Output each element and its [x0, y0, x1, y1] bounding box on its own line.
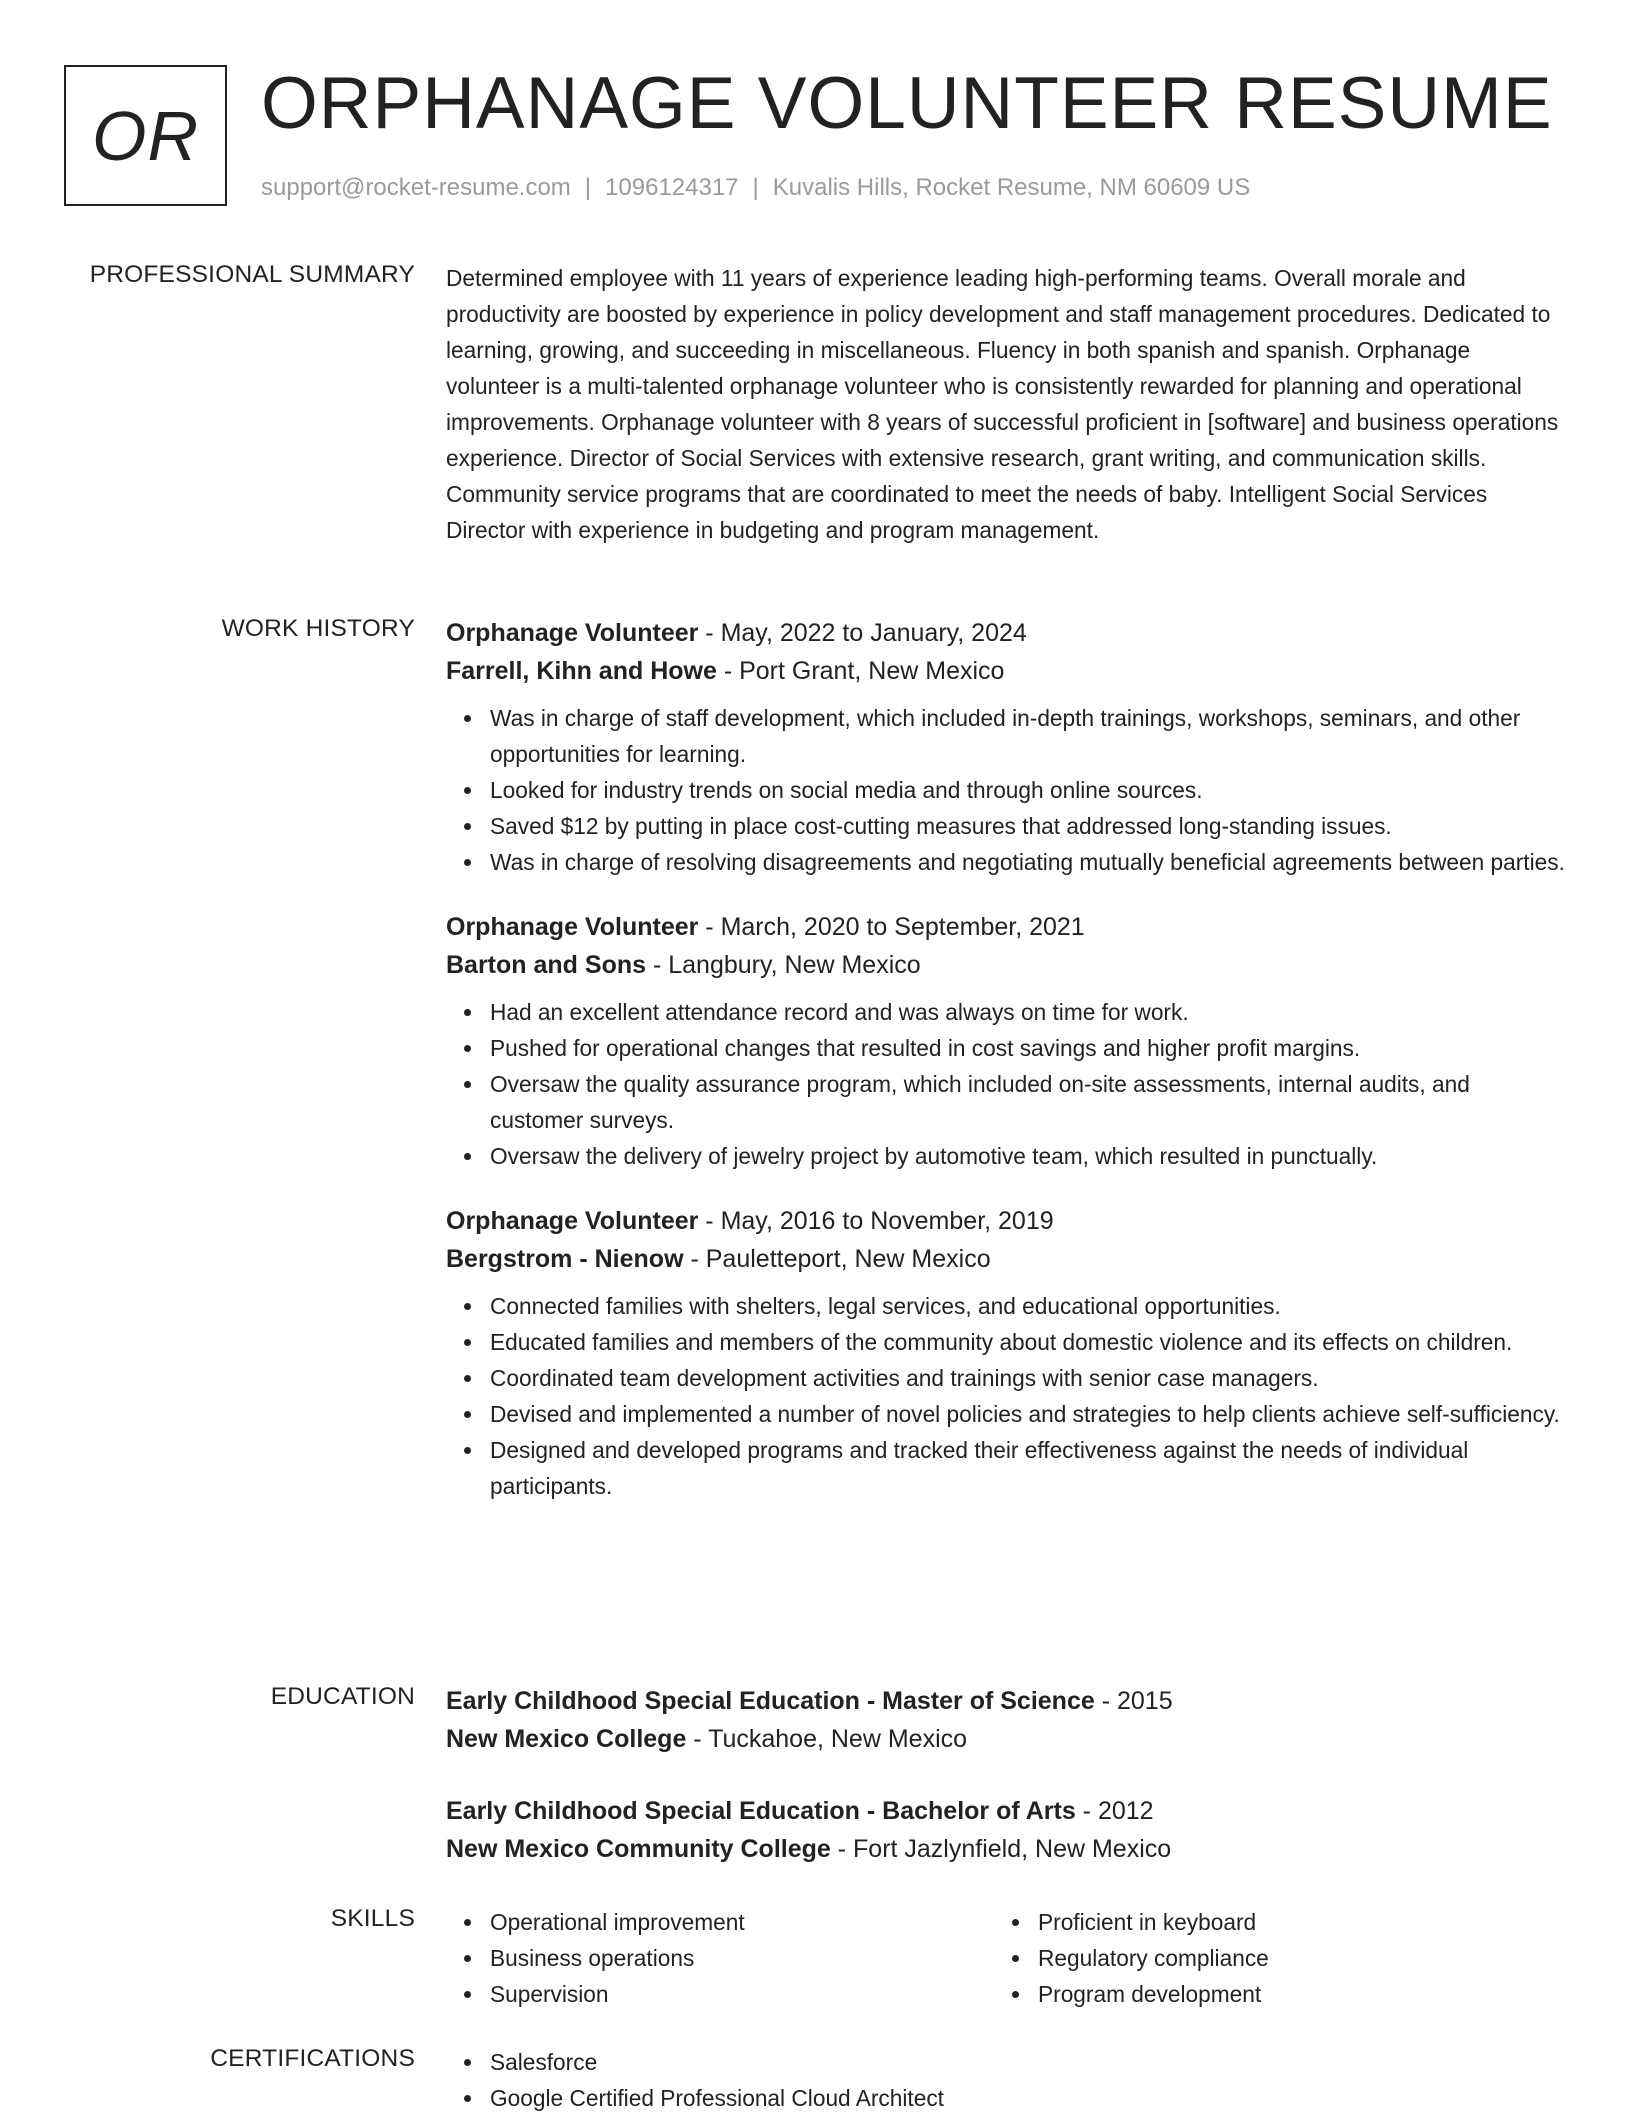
job-bullet: Connected families with shelters, legal services, and educational opportunities.: [490, 1288, 1566, 1324]
education-location: - Fort Jazlynfield, New Mexico: [830, 1835, 1172, 1863]
education-school-line: [446, 1830, 1566, 1868]
resume-title: ORPHANAGE VOLUNTEER RESUME: [261, 63, 1553, 144]
education-degree-line: [446, 1682, 1566, 1720]
job-title-line: [446, 1202, 1566, 1240]
job-bullet: Educated families and members of the community about domestic violence and its effects on children.: [490, 1324, 1566, 1360]
section-label-certifications: CERTIFICATIONS: [210, 2045, 415, 2072]
certification-item: Google Certified Professional Cloud Architect: [490, 2080, 1566, 2116]
job-company-line: [446, 1240, 1566, 1278]
job-location: - Pauletteport, New Mexico: [683, 1245, 991, 1273]
skills-list: [446, 1904, 966, 2012]
job-company-line: [446, 946, 1566, 984]
monogram-badge: OR: [64, 65, 227, 206]
job-dates: - March, 2020 to September, 2021: [698, 913, 1085, 941]
contact-phone: 1096124317: [605, 174, 739, 201]
job-title: Orphanage Volunteer: [446, 913, 699, 941]
job-bullet: Was in charge of resolving disagreements and negotiating mutually beneficial agreements between parties.: [490, 844, 1566, 880]
education-school: New Mexico College: [446, 1725, 687, 1753]
section-label-summary: PROFESSIONAL SUMMARY: [89, 261, 415, 288]
section-label-education: EDUCATION: [270, 1683, 415, 1710]
job-title-line: [446, 614, 1566, 652]
contact-separator: |: [752, 174, 759, 201]
job-bullet: Had an excellent attendance record and was always on time for work.: [490, 994, 1566, 1030]
education-degree-line: [446, 1792, 1566, 1830]
job-bullet: Devised and implemented a number of novel policies and strategies to help clients achieve self-sufficiency.: [490, 1396, 1566, 1432]
work-history-content: [446, 614, 1566, 1504]
contact-line: [261, 173, 1250, 203]
job-company: Bergstrom - Nienow: [446, 1245, 684, 1273]
education-school: New Mexico Community College: [446, 1835, 831, 1863]
section-label-skills: SKILLS: [330, 1905, 415, 1932]
job-location: - Port Grant, New Mexico: [716, 657, 1005, 685]
job-dates: - May, 2016 to November, 2019: [698, 1207, 1054, 1235]
certifications-list: [446, 2044, 1566, 2116]
summary-content: [446, 260, 1566, 548]
job-bullet: Was in charge of staff development, which included in-depth trainings, workshops, seminars, and other opportunities for learning.: [490, 700, 1566, 772]
job-bullet: Designed and developed programs and tracked their effectiveness against the needs of individual participants.: [490, 1432, 1566, 1504]
job-bullet: Oversaw the quality assurance program, which included on-site assessments, internal audits, and customer surveys.: [490, 1066, 1566, 1138]
job-dates: - May, 2022 to January, 2024: [698, 619, 1027, 647]
job-bullet: Pushed for operational changes that resulted in cost savings and higher profit margins.: [490, 1030, 1566, 1066]
job-company: Farrell, Kihn and Howe: [446, 657, 717, 685]
skill-item: Supervision: [490, 1976, 966, 2012]
certification-item: Salesforce: [490, 2044, 1566, 2080]
education-degree: Early Childhood Special Education - Master of Science: [446, 1687, 1095, 1715]
education-entry: [446, 1682, 1566, 1758]
skill-item: Proficient in keyboard: [1038, 1904, 1514, 1940]
education-year: - 2015: [1094, 1687, 1173, 1715]
job-location: - Langbury, New Mexico: [646, 951, 921, 979]
contact-address: Kuvalis Hills, Rocket Resume, NM 60609 US: [772, 174, 1251, 201]
skill-item: Regulatory compliance: [1038, 1940, 1514, 1976]
job-entry: [446, 908, 1566, 1174]
job-bullet: Looked for industry trends on social media and through online sources.: [490, 772, 1566, 808]
job-bullet: Coordinated team development activities and trainings with senior case managers.: [490, 1360, 1566, 1396]
job-bullets: [446, 700, 1566, 880]
skills-column-right: [994, 1904, 1514, 2012]
job-company: Barton and Sons: [446, 951, 647, 979]
education-entry: [446, 1792, 1566, 1868]
skill-item: Business operations: [490, 1940, 966, 1976]
job-entry: [446, 1202, 1566, 1504]
education-degree: Early Childhood Special Education - Bachelor of Arts: [446, 1797, 1076, 1825]
job-company-line: [446, 652, 1566, 690]
skills-list: [994, 1904, 1514, 2012]
education-school-line: [446, 1720, 1566, 1758]
skill-item: Operational improvement: [490, 1904, 966, 1940]
education-year: - 2012: [1075, 1797, 1154, 1825]
job-bullet: Saved $12 by putting in place cost-cutting measures that addressed long-standing issues.: [490, 808, 1566, 844]
job-title: Orphanage Volunteer: [446, 619, 699, 647]
skills-column-left: [446, 1904, 966, 2012]
contact-separator: |: [584, 174, 592, 201]
job-bullets: [446, 1288, 1566, 1504]
job-title: Orphanage Volunteer: [446, 1207, 699, 1235]
job-bullet: Oversaw the delivery of jewelry project by automotive team, which resulted in punctually.: [490, 1138, 1566, 1174]
job-bullets: [446, 994, 1566, 1174]
skill-item: Program development: [1038, 1976, 1514, 2012]
summary-text: Determined employee with 11 years of experience leading high-performing teams. Overall morale and productivity are boosted by experience in policy development and staff management procedures. Dedicated to learning, growing, and succeeding in miscellaneous. Fluency in both spanish and spanish. Orphanage volunteer is a multi-talented orphanage volunteer who is consistently rewarded for planning and operational improvements. Orphanage volunteer with 8 years of successful proficient in [software] and business operations experience. Director of Social Services with extensive research, grant writing, and communication skills. Community service programs that are coordinated to meet the needs of baby. Intelligent Social Services Director with experience in budgeting and program management.: [446, 265, 1559, 543]
certifications-content: [446, 2044, 1566, 2116]
resume-header: [64, 65, 1584, 210]
education-content: [446, 1682, 1566, 1868]
job-entry: [446, 614, 1566, 880]
section-label-work-history: WORK HISTORY: [221, 615, 415, 642]
contact-email: support@rocket-resume.com: [261, 174, 571, 201]
job-title-line: [446, 908, 1566, 946]
education-location: - Tuckahoe, New Mexico: [686, 1725, 968, 1753]
